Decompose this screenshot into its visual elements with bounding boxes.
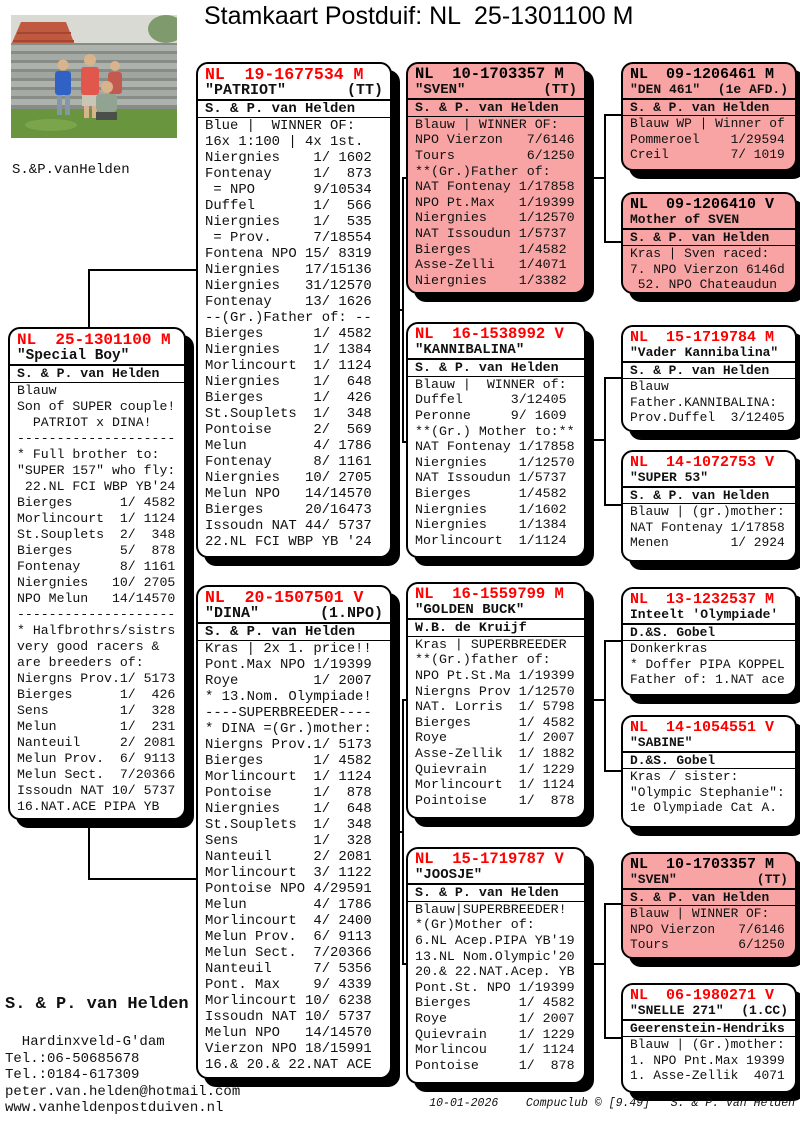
ring-number: NL 15-1719784 M [630,329,775,346]
text-line: Bierges 1/ 4582 [415,714,575,730]
text-line: Sens 1/ 328 [17,703,176,718]
text-line: Blauw|SUPERBREEDER! [415,901,567,917]
text-line: Niergnies 1/ 648 [205,801,372,817]
text-line: Pontoise 1/ 878 [415,1057,575,1073]
owner-name: S. & P. van Helden [623,488,795,504]
pigeon-name-suffix: (1e AFD.) [717,82,788,98]
text-line: NPO Vierzon 7/6146 [415,132,575,148]
text-line: Fontenay 8/ 1161 [205,454,372,470]
text-line: Nanteuil 2/ 2081 [17,735,176,750]
text-line: "SUPER 157" who fly: [17,463,176,478]
text-line: Creil 7/ 1019 [630,147,785,163]
pigeon-name-suffix: (TT) [346,82,383,99]
connector-line [604,903,622,905]
text-line: *(Gr)Mother of: [415,917,535,933]
text-line: Kras | Sven raced: [630,246,770,262]
text-line: Melun Prov. 6/ 9113 [17,751,176,766]
pigeon-name: "SVEN" [415,81,466,98]
connector-line [88,818,90,880]
owner-name: W.B. de Kruijf [408,620,584,637]
pigeon-name: "DINA" [205,605,260,622]
pedigree-body [415,117,577,289]
pigeon-name: "SVEN" [630,872,677,888]
text-line: * Halfbrothrs/sistrs [17,623,176,638]
ring-number: NL 15-1719787 V [415,850,564,868]
text-line: "Olympic Stephanie": [630,784,785,800]
text-line: Melun NPO 14/14570 [205,486,372,502]
pedigree-box-kannibalina [406,322,586,558]
pigeon-name: "JOOSJE" [415,866,483,883]
text-line: Melun Sect. 7/20366 [17,767,176,782]
text-line: 52. NPO Chateaudun [630,277,777,293]
text-line: NPO Vierzon 7/6146 [630,921,785,937]
pigeon-name-row [623,345,795,362]
text-line: Niergnies 1/12570 [415,210,575,226]
text-line: NAT Fontenay 1/17858 [415,439,575,455]
pigeon-name: Mother of SVEN [630,212,740,228]
connector-line [604,241,622,243]
connector-line [584,963,605,965]
text-line: Kras | SUPERBREEDER [415,636,567,652]
text-line: Roye 1/ 2007 [415,1010,575,1026]
owner-name: S. & P. van Helden [408,100,584,117]
text-line: Kras | 2x 1. price!! [205,641,372,657]
ring-number: NL 20-1507501 V [205,588,364,607]
pedigree-body [205,118,383,550]
owner-name: D.&S. Gobel [623,625,795,641]
text-line: -------------------- [17,431,176,446]
text-line: Blauw [630,379,669,395]
breeder-address [5,1034,240,1117]
pedigree-body [630,379,788,425]
text-line: NAT Issoudun 1/5737 [415,470,567,486]
pedigree-body [415,637,577,809]
pedigree-body [630,116,788,162]
text-line: St.Souplets 2/ 348 [17,527,176,542]
text-line: Niergns Prov.1/ 5173 [17,671,176,686]
text-line: 16.NAT.ACE PIPA YB [17,799,160,814]
connector-line [604,377,606,506]
text-line: Blauw | WINNER of: [415,376,567,392]
text-line: --(Gr.)Father of: -- [205,310,372,326]
pigeon-name-row [623,470,795,487]
text-line: 1e Olympiade Cat A. [630,800,777,816]
pigeon-name-row [408,83,584,101]
pigeon-name-row [623,872,795,889]
pigeon-name-row [623,735,795,752]
pedigree-box-dina [196,585,392,1079]
pigeon-name-suffix: (1.CC) [741,1003,788,1019]
text-line: Niergnies 10/ 2705 [17,575,176,590]
text-line: Hardinxveld-G'dam [5,1034,165,1050]
text-line: Duffel 1/ 566 [205,198,372,214]
text-line: * DINA =(Gr.)mother: [205,721,372,737]
text-line: Blauw | (gr.)mother: [630,504,785,520]
pedigree-body [630,906,788,952]
ring-number: NL 10-1703357 M [415,65,564,83]
text-line: Roye 1/ 2007 [205,673,372,689]
text-line: Fontenay 13/ 1626 [205,294,372,310]
text-line: Kras / sister: [630,769,739,785]
photo-grass-patch [25,119,77,131]
text-line: Niergnies 10/ 2705 [205,470,372,486]
text-line: Pont.St. NPO 1/19399 [415,979,575,995]
pigeon-name-row [623,212,795,229]
text-line: Blue | WINNER OF: [205,118,356,134]
owner-name: S. & P. van Helden [623,363,795,379]
text-line: Niergnies 1/12570 [415,454,575,470]
text-line: Blauw WP | Winner of [630,116,785,132]
ring-number: NL 14-1054551 V [630,719,775,736]
text-line: Melun 4/ 1786 [205,897,372,913]
text-line: Pont.Max NPO 1/19399 [205,657,372,673]
pedigree-body [415,902,577,1074]
connector-line [604,640,606,772]
pedigree-body [630,641,788,687]
connector-line [402,177,404,443]
text-line: Blauw | WINNER OF: [415,116,559,132]
text-line: Asse-Zellik 1/ 1882 [415,745,575,761]
pigeon-name-row [408,343,584,361]
text-line: Morlincourt 1/ 1124 [205,358,372,374]
text-line: 22.NL FCI WBP YB '24 [205,534,372,550]
text-line: **(Gr.)Father of: [415,163,551,179]
connector-line [88,269,198,271]
text-line: Son of SUPER couple! [17,399,176,414]
text-line: Pontoise 1/ 878 [205,785,372,801]
pigeon-name: "GOLDEN BUCK" [415,601,525,618]
pedigree-box-vader-kannibalina [621,325,797,432]
pedigree-body [205,641,383,1073]
text-line: Tours 6/1250 [630,937,785,953]
connector-line [604,504,622,506]
text-line: Melun Sect. 7/20366 [205,945,372,961]
text-line: St.Souplets 1/ 348 [205,817,372,833]
text-line: * Full brother to: [17,447,160,462]
text-line: www.vanheldenpostduiven.nl [5,1100,224,1116]
connector-line [88,878,198,880]
text-line: Morlincourt 1/ 1124 [17,511,176,526]
connector-line [604,640,622,642]
ring-number: NL 09-1206461 M [630,66,775,83]
text-line: Bierges 1/ 426 [17,687,176,702]
text-line: Nanteuil 2/ 2081 [205,849,372,865]
photo-caption: S.&P.vanHelden [12,162,130,178]
text-line: Morlincourt 10/ 6238 [205,993,372,1009]
text-line: Bierges 1/ 4582 [205,753,372,769]
text-line: Melun NPO 14/14570 [205,1025,372,1041]
text-line: Morlincourt 3/ 1122 [205,865,372,881]
text-line: Pointoise 1/ 878 [415,792,575,808]
text-line: Blauw [17,383,57,398]
text-line: Melun Prov. 6/ 9113 [205,929,372,945]
text-line: St.Souplets 1/ 348 [205,406,372,422]
ring-number: NL 13-1232537 M [630,591,775,608]
pigeon-name-row [623,1003,795,1020]
text-line: Tours 6/1250 [415,147,575,163]
text-line: Donkerkras [630,641,708,657]
connector-line [604,377,622,379]
text-line: * Doffer PIPA KOPPEL [630,656,785,672]
text-line: Nanteuil 7/ 5356 [205,961,372,977]
text-line: NPO Melun 14/14570 [17,591,176,606]
text-line: Bierges 1/4582 [415,241,567,257]
connector-line [584,699,605,701]
text-line: Bierges 1/4582 [415,485,567,501]
pigeon-name-row [623,607,795,624]
text-line: = NPO 9/10534 [205,182,372,198]
owner-name: S. & P. van Helden [10,366,184,383]
pigeon-name-row [10,348,184,366]
pigeon-name-row [198,606,390,624]
pedigree-box-special-boy [8,327,186,820]
pedigree-box-sven-2 [621,852,797,959]
text-line: -------------------- [17,607,176,622]
text-line: Niergnies 1/ 1384 [205,342,372,358]
text-line: NAT Issoudun 1/5737 [415,225,567,241]
text-line: Morlincourt 1/1124 [415,532,567,548]
text-line: Niergnies 1/ 1602 [205,150,372,166]
text-line: Asse-Zelli 1/4071 [415,257,567,273]
pedigree-box-patriot [196,62,392,558]
text-line: Niergnies 1/ 648 [205,374,372,390]
text-line: Pontoise NPO 4/29591 [205,881,372,897]
pedigree-box-sven [406,62,586,294]
text-line: Menen 1/ 2924 [630,535,785,551]
pedigree-body [630,1037,788,1083]
connector-line [604,1037,622,1039]
pedigree-body [17,383,177,815]
ring-number: NL 10-1703357 M [630,856,775,873]
text-line: 13.NL Nom.Olympic'20 [415,948,575,964]
text-line: are breeders of: [17,655,144,670]
connector-line [584,439,605,441]
pigeon-name-row [408,868,584,886]
pedigree-body [630,769,788,815]
text-line: * 13.Nom. Olympiade! [205,689,372,705]
text-line: 22.NL FCI WBP YB'24 [17,479,176,494]
text-line: Father.KANNIBALINA: [630,394,777,410]
ring-number: NL 06-1980271 V [630,987,775,1004]
owner-name: S. & P. van Helden [408,360,584,377]
text-line: Bierges 1/ 426 [205,390,372,406]
text-line: Pont. Max 9/ 4339 [205,977,372,993]
text-line: Niergnies 1/1384 [415,517,567,533]
text-line: Pommeroel 1/29594 [630,131,785,147]
text-line: Prov.Duffel 3/12405 [630,410,785,426]
pigeon-name: "SUPER 53" [630,470,709,486]
text-line: Issoudn NAT 10/ 5737 [205,1009,372,1025]
pedigree-box-joosje [406,847,586,1084]
pedigree-box-mother-of-sven [621,192,797,294]
owner-name: D.&S. Gobel [623,753,795,769]
text-line: Peronne 9/ 1609 [415,407,567,423]
text-line: NAT. Lorris 1/ 5798 [415,699,575,715]
text-line: Morlincourt 1/ 1124 [205,769,372,785]
text-line: NPO Pt.St.Ma 1/19399 [415,667,575,683]
connector-line [604,114,606,243]
text-line: **(Gr.)father of: [415,652,551,668]
text-line: Niergnies 1/ 535 [205,214,372,230]
text-line: Bierges 1/ 4582 [415,995,575,1011]
text-line: Morlincourt 4/ 2400 [205,913,372,929]
photo-roof [11,22,75,45]
ring-number: NL 19-1677534 M [205,65,364,84]
owner-name: S. & P. van Helden [623,890,795,906]
pedigree-box-snelle271 [621,983,797,1093]
ring-number: NL 16-1538992 V [415,325,564,343]
pigeon-name-row [623,82,795,99]
text-line: PATRIOT x DINA! [17,415,152,430]
text-line: 1. Asse-Zellik 4071 [630,1068,785,1084]
text-line: Vierzon NPO 18/15991 [205,1041,372,1057]
text-line: Tel.:06-50685678 [5,1050,140,1067]
text-line: Morlincou 1/ 1124 [415,1042,575,1058]
text-line: Tel.:0184-617309 [5,1067,140,1083]
text-line: NAT Fontenay 1/17858 [630,519,785,535]
text-line: NAT Fontenay 1/17858 [415,179,575,195]
text-line: Father of: 1.NAT ace [630,672,785,688]
connector-line [604,770,622,772]
pigeon-name-row [408,603,584,621]
text-line: Bierges 5/ 878 [17,543,176,558]
text-line: Bierges 20/16473 [205,502,372,518]
ring-number: NL 25-1301100 M [17,331,171,349]
text-line: Fontenay 1/ 873 [205,166,372,182]
text-line: Duffel 3/12405 [415,392,567,408]
text-line: Niergnies 1/3382 [415,272,567,288]
pedigree-box-den461 [621,62,797,171]
text-line: Bierges 1/ 4582 [17,495,176,510]
text-line: Roye 1/ 2007 [415,730,575,746]
pigeon-name-suffix: (TT) [756,872,788,888]
text-line: 7. NPO Vierzon 6146d [630,261,785,277]
text-line: 20.& 22.NAT.Acep. YB [415,964,575,980]
text-line: Niergns Prov 1/12570 [415,683,575,699]
connector-line [88,269,90,329]
pedigree-box-inteelt-olympiade [621,587,797,696]
connector-line [402,699,404,965]
owner-name: S. & P. van Helden [408,885,584,902]
pigeon-name: "PATRIOT" [205,82,287,99]
pigeon-name: "Special Boy" [17,348,130,364]
connector-line [604,114,622,116]
pigeon-name: "SNELLE 271" [630,1003,724,1019]
owner-name: S. & P. van Helden [623,230,795,246]
ring-number: NL 16-1559799 M [415,585,564,603]
family-photo [11,15,177,138]
pedigree-box-golden-buck [406,582,586,819]
text-line: 6.NL Acep.PIPA YB'19 [415,932,575,948]
text-line: Morlincourt 1/ 1124 [415,777,575,793]
pedigree-body [630,504,788,550]
pigeon-name: "Vader Kannibalina" [630,345,779,361]
text-line: = Prov. 7/18554 [205,230,372,246]
text-line: 16.& 20.& 22.NAT ACE [205,1057,372,1073]
pigeon-name: Inteelt 'Olympiade' [630,607,779,623]
connector-line [584,177,605,179]
owner-name: S. & P. van Helden [198,624,390,641]
text-line: Niergns Prov.1/ 5173 [205,737,372,753]
pigeon-name-row [198,83,390,101]
breeder-name: S. & P. van Helden [5,995,189,1014]
text-line: Quievrain 1/ 1229 [415,761,575,777]
pedigree-body [415,377,577,549]
pigeon-name-suffix: (1.NPO) [319,605,383,622]
text-line: Fontenay 8/ 1161 [17,559,176,574]
text-line: 16x 1:100 | 4x 1st. [205,134,364,150]
pigeon-name: "DEN 461" [630,82,701,98]
text-line: Melun 4/ 1786 [205,438,372,454]
text-line: Bierges 1/ 4582 [205,326,372,342]
owner-name: S. & P. van Helden [623,100,795,116]
text-line: Sens 1/ 328 [205,833,372,849]
text-line: Blauw | (Gr.)mother: [630,1037,785,1053]
text-line: **(Gr.) Mother to:** [415,423,575,439]
connector-line [604,903,606,1039]
pigeon-name-suffix: (TT) [543,81,577,98]
text-line: Niergnies 1/1602 [415,501,567,517]
text-line: Fontena NPO 15/ 8319 [205,246,372,262]
pedigree-body [630,246,788,292]
text-line: Blauw | WINNER OF: [630,906,770,922]
text-line: NPO Pt.Max 1/19399 [415,194,575,210]
text-line: peter.van.helden@hotmail.com [5,1083,241,1100]
text-line: ----SUPERBREEDER---- [205,705,372,721]
text-line: Niergnies 31/12570 [205,278,372,294]
text-line: 1. NPO Pnt.Max 19399 [630,1052,785,1068]
compuclub-credit: 10-01-2026 Compuclub © [9.49] S. & P. van Helden [429,1097,795,1110]
pedigree-box-sabine [621,715,797,828]
text-line: Melun 1/ 231 [17,719,176,734]
text-line: very good racers & [17,639,160,654]
ring-number: NL 14-1072753 V [630,454,775,471]
owner-name: S. & P. van Helden [198,101,390,118]
pigeon-name: "SABINE" [630,735,693,751]
pedigree-box-super53 [621,450,797,562]
owner-name: Geerenstein-Hendriks [623,1021,795,1037]
text-line: Pontoise 2/ 569 [205,422,372,438]
page-title: Stamkaart Postduif: NL 25-1301100 M [204,2,634,30]
text-line: Quievrain 1/ 1229 [415,1026,575,1042]
text-line: Issoudn NAT 10/ 5737 [17,783,176,798]
pigeon-name: "KANNIBALINA" [415,341,525,358]
text-line: Niergnies 17/15136 [205,262,372,278]
ring-number: NL 09-1206410 V [630,196,775,213]
text-line: Issoudn NAT 44/ 5737 [205,518,372,534]
